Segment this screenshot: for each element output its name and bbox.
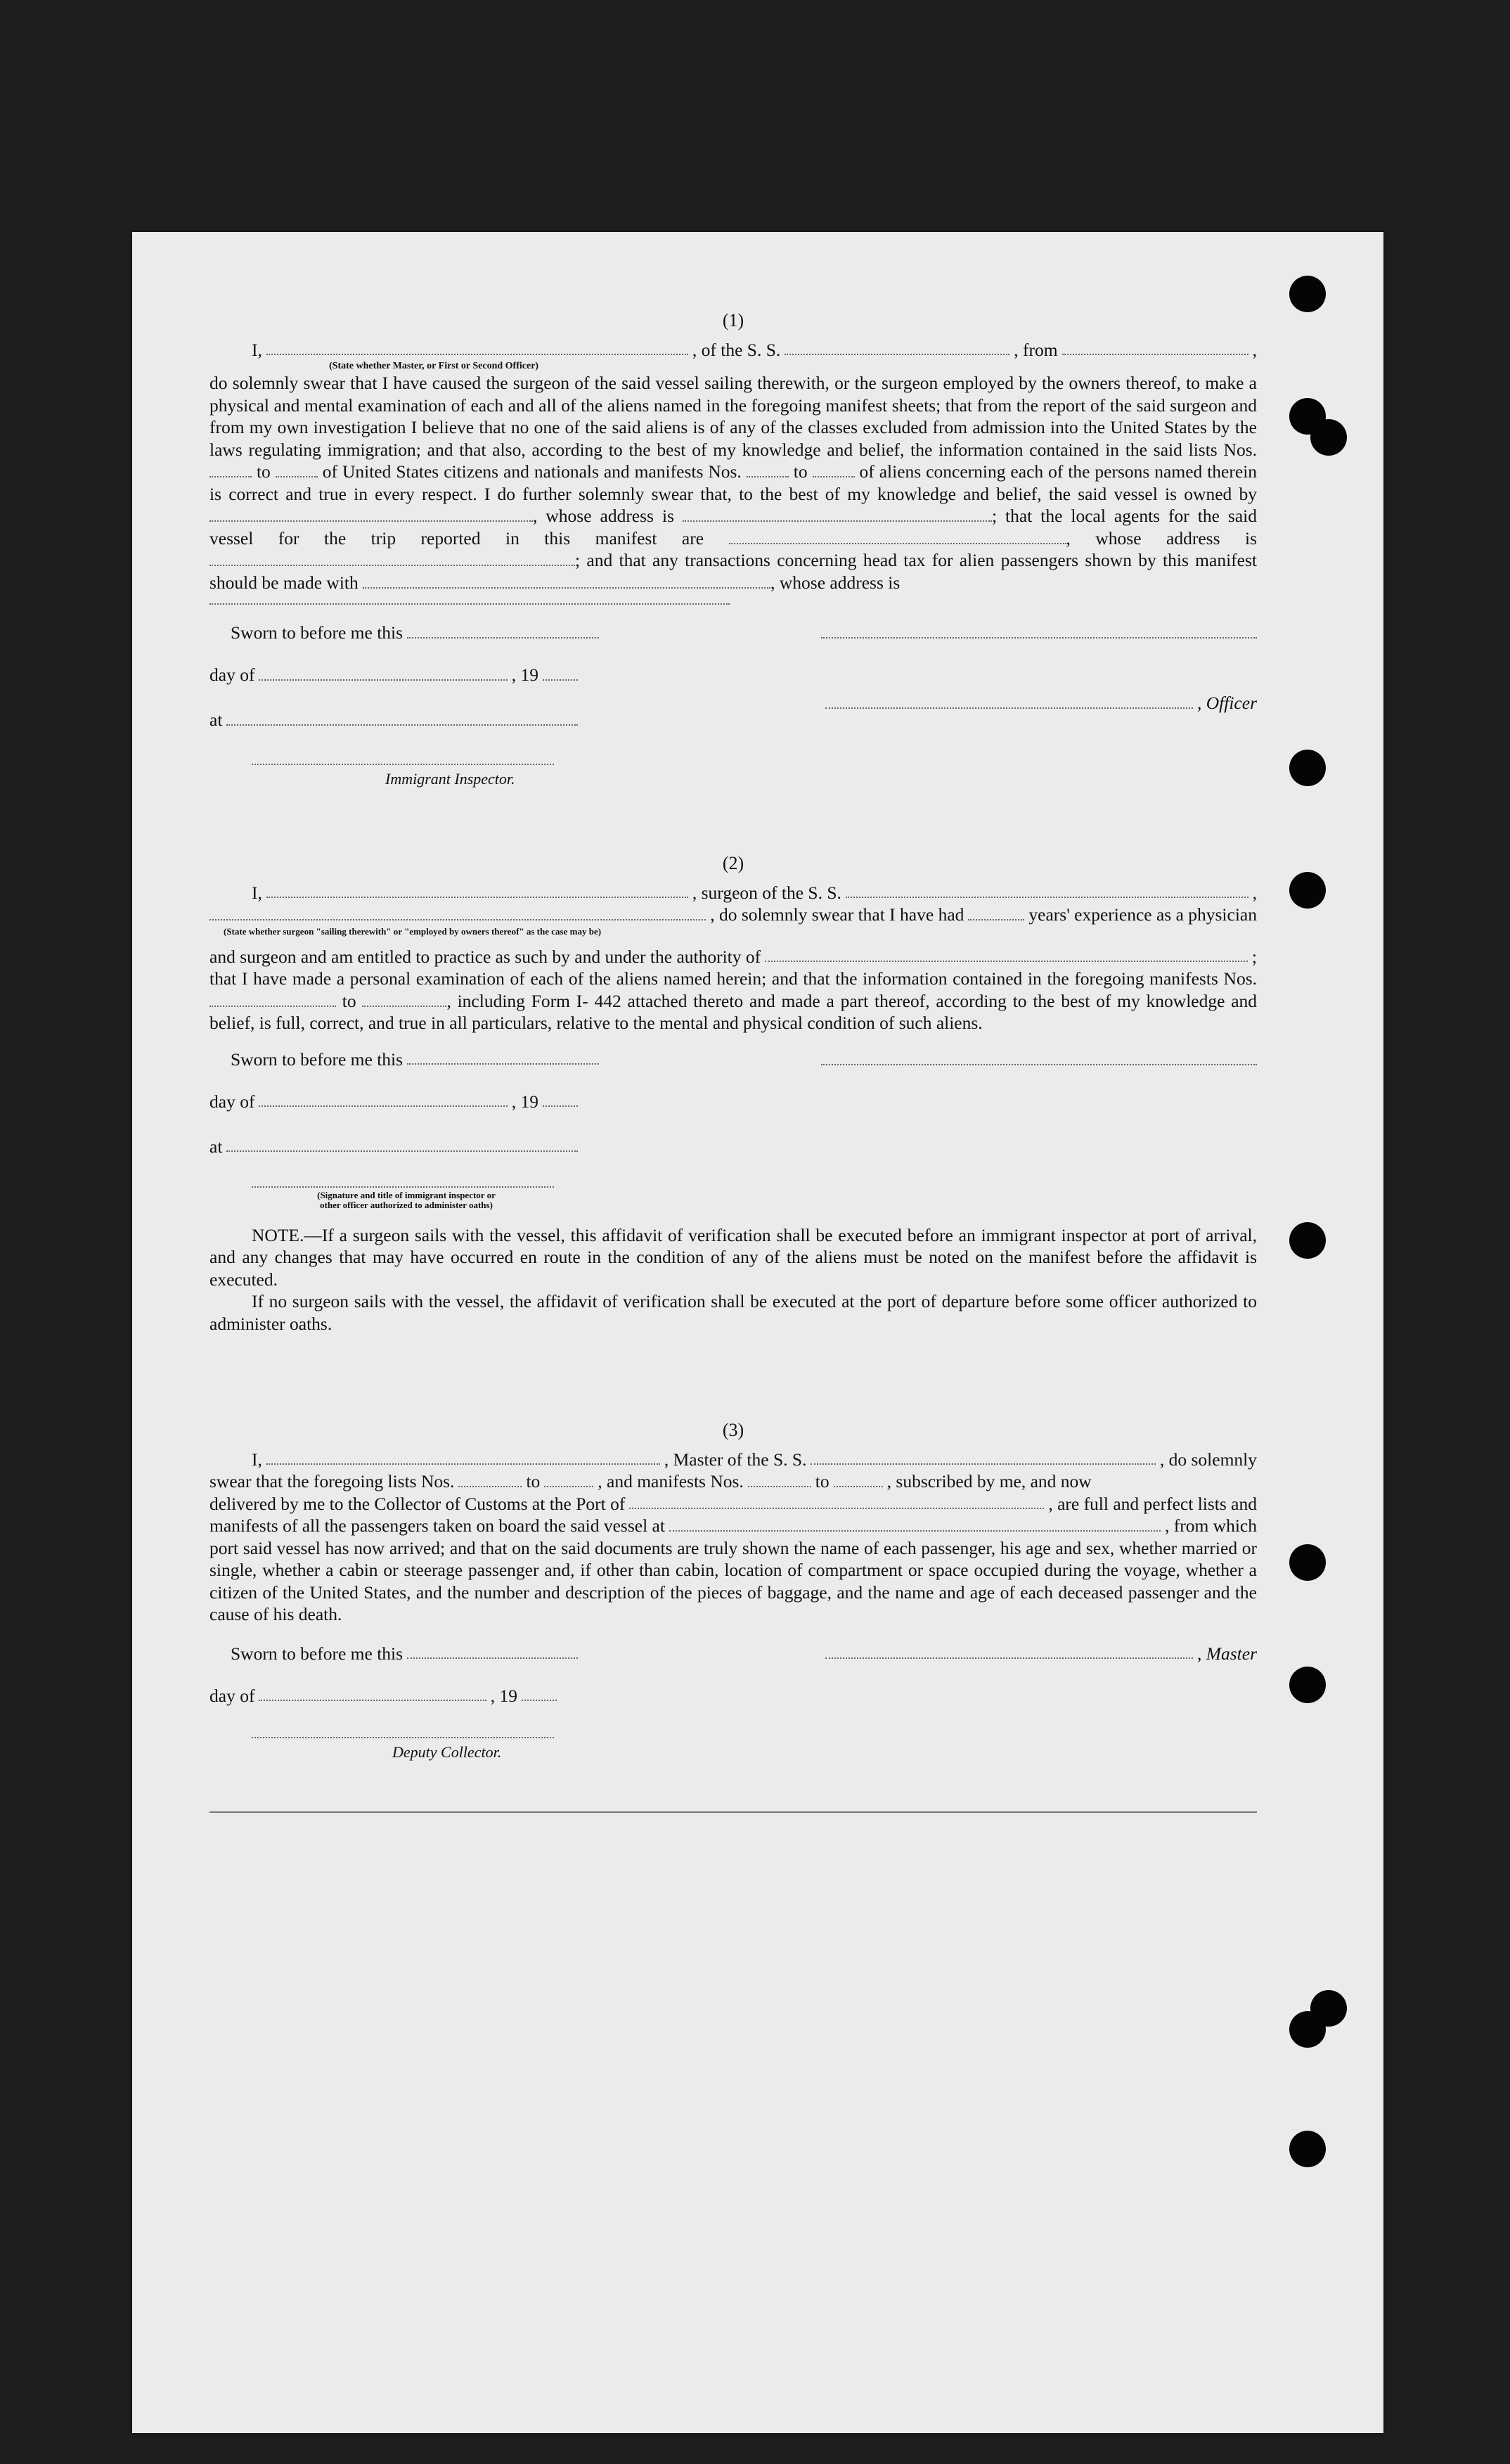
s2-signature-note xyxy=(259,1191,554,1210)
s1-year-label: , 19 xyxy=(511,665,538,685)
document-content xyxy=(209,309,1257,1813)
s1-manifests-to-field[interactable] xyxy=(813,476,855,477)
s1-signature-block xyxy=(209,622,1257,840)
s2-header-line xyxy=(209,882,1257,904)
s1-i-label: I, xyxy=(252,339,262,360)
s3-from-which: , from which xyxy=(1164,1515,1257,1536)
s1-lists-to-field[interactable] xyxy=(276,476,318,477)
s1-officer-label: , Officer xyxy=(1197,693,1257,713)
s3-sworn-label: Sworn to before me this xyxy=(231,1643,404,1664)
s3-day-field[interactable] xyxy=(259,1700,486,1701)
s3-subscribed: , subscribed by me, and now xyxy=(886,1471,1092,1491)
s2-day-field[interactable] xyxy=(259,1105,507,1107)
binder-hole xyxy=(1289,750,1326,786)
s2-to: to xyxy=(342,990,356,1011)
binder-hole xyxy=(1289,872,1326,909)
s1-agents-address-field[interactable] xyxy=(209,565,575,566)
s3-do-solemnly: , do solemnly xyxy=(1159,1449,1257,1470)
s2-day-label: day of xyxy=(209,1091,255,1112)
s1-header-line xyxy=(209,339,1257,361)
s2-at-label: at xyxy=(209,1136,223,1157)
s1-to-1: to xyxy=(256,461,271,482)
s1-comma: , xyxy=(1066,527,1071,548)
s2-inspector-signature-field[interactable] xyxy=(252,1186,554,1188)
s2-sworn-line xyxy=(231,1048,603,1071)
s3-i-label: I, xyxy=(252,1449,262,1470)
s3-manifests-of: manifests of all the passengers taken on board the said vessel at xyxy=(209,1515,665,1536)
s1-semicolon: ; xyxy=(991,506,998,526)
s3-master-signature-field[interactable] xyxy=(825,1657,1193,1659)
s1-lists-from-field[interactable] xyxy=(209,476,252,477)
s1-at-label: at xyxy=(209,710,223,730)
s1-sworn-label: Sworn to before me this xyxy=(231,622,404,643)
s2-years-field[interactable] xyxy=(968,919,1024,920)
s3-sworn-date-field[interactable] xyxy=(407,1657,578,1659)
s1-sworn-line xyxy=(231,622,603,644)
s3-delivered: delivered by me to the Collector of Customs at the Port of xyxy=(209,1493,626,1514)
s1-inspector-label: Immigrant Inspector. xyxy=(385,770,515,788)
s3-year-field[interactable] xyxy=(522,1700,557,1701)
s2-manifests-from-field[interactable] xyxy=(209,1006,336,1007)
s3-lists-line xyxy=(209,1470,1257,1493)
s2-sig-note-1: (Signature and title of immigrant inspector or xyxy=(317,1189,496,1200)
s3-and-manifests: , and manifests Nos. xyxy=(598,1471,744,1491)
s2-signature-block xyxy=(209,1048,1257,1252)
s2-note-2: If no surgeon sails with the vessel, the affidavit of verification shall be executed at the port of departure before some officer authorized to administer oaths. xyxy=(209,1291,1257,1334)
s2-body-2: , including Form I- 442 attached thereto and made a part thereof, according to the best of my knowledge and belief, is full, correct, and true in all particulars, relative to the mental and physical condition of such aliens. xyxy=(209,990,1258,1033)
s1-body-4: that the local agents for the said vessel for the trip reported in this manifest are xyxy=(209,506,1257,548)
s1-body-3: of aliens concerning each of the persons named therein is correct and true in every respect. I do further solemnly swear that, to the best of my knowledge and belief, the said vessel is owned by xyxy=(209,461,1258,504)
s2-sworn-label: Sworn to before me this xyxy=(231,1048,404,1070)
binder-hole xyxy=(1289,276,1326,312)
s1-whose-address: , whose address is xyxy=(533,506,674,526)
s1-owner-field[interactable] xyxy=(209,520,533,522)
s3-delivered-line xyxy=(209,1493,1257,1515)
s1-to-2: to xyxy=(793,461,808,482)
s1-head-tax-party-field[interactable] xyxy=(363,587,770,589)
s2-year-field[interactable] xyxy=(543,1105,578,1107)
s3-day-label: day of xyxy=(209,1685,255,1706)
s2-signature-field[interactable] xyxy=(821,1064,1257,1065)
s1-signature-field[interactable] xyxy=(821,637,1257,639)
s3-master-line xyxy=(821,1643,1257,1665)
s2-at-field[interactable] xyxy=(226,1150,578,1152)
s3-sworn-line xyxy=(231,1643,582,1665)
s1-from-label: , from xyxy=(1014,339,1058,360)
s3-to-2: to xyxy=(815,1471,830,1491)
s3-lists-from-field[interactable] xyxy=(458,1486,522,1487)
s2-body xyxy=(209,968,1257,1034)
s3-body: port said vessel has now arrived; and that on the said documents are truly shown the name of each passenger, his age and sex, whether married or single, whether a cabin or steerage passenger and, if other than cabin, location of compartment or space occupied during the voyage, whether a citizen of the United States, and the number and description of the pieces of baggage, and the name and age of each deceased passenger and the cause of his death. xyxy=(209,1537,1257,1624)
s1-of-ss-label: , of the S. S. xyxy=(692,339,781,360)
s1-whose-address-2: whose address is xyxy=(1095,527,1257,548)
s1-at-line xyxy=(209,709,582,731)
s3-signature-block xyxy=(209,1643,1257,1783)
s2-sworn-date-field[interactable] xyxy=(407,1063,599,1065)
s3-taken-at-field[interactable] xyxy=(669,1530,1161,1532)
s2-surgeon-type-field[interactable] xyxy=(209,919,706,920)
s1-officer-signature-field[interactable] xyxy=(825,707,1193,709)
s2-day-line xyxy=(209,1091,582,1113)
s2-years-label: years' experience as a physician xyxy=(1028,904,1257,925)
s3-manifests-from-field[interactable] xyxy=(748,1486,811,1487)
s1-officer-line xyxy=(821,692,1257,714)
s1-body xyxy=(209,372,1257,593)
s2-sig-note-2: other officer authorized to administer oaths) xyxy=(320,1199,493,1210)
s3-lists-to-field[interactable] xyxy=(544,1486,593,1487)
s3-master-label: , Master xyxy=(1197,1643,1257,1664)
s3-deputy-signature-field[interactable] xyxy=(252,1737,554,1738)
s2-body-1: that I have made a personal examination of each of the aliens named herein; and that the information contained in the foregoing manifests Nos. xyxy=(209,968,1257,989)
s3-manifests-to-field[interactable] xyxy=(834,1486,883,1487)
s1-body-2: of United States citizens and nationals and manifests Nos. xyxy=(322,461,742,482)
s2-swear-line xyxy=(209,904,1257,926)
binder-hole xyxy=(1289,1667,1326,1703)
s1-agents-field[interactable] xyxy=(729,543,1066,544)
s1-inspector-signature-field[interactable] xyxy=(252,764,554,765)
s3-swear-lists: swear that the foregoing lists Nos. xyxy=(209,1471,455,1491)
s1-ship-name-field[interactable] xyxy=(785,354,1009,355)
s1-master-note: (State whether Master, or First or Second Officer) xyxy=(329,361,539,371)
s2-end-comma: , xyxy=(1252,882,1257,903)
s1-owner-address-field[interactable] xyxy=(683,520,992,522)
s2-authority-line xyxy=(209,946,1257,968)
section-2-number: (2) xyxy=(722,853,744,873)
s1-body-5: ; and that any transactions concerning head tax for alien passengers shown by this manifest should be made with xyxy=(209,550,1257,593)
s1-day-label: day of xyxy=(209,665,255,685)
s2-manifests-to-field[interactable] xyxy=(362,1006,446,1007)
s1-day-line xyxy=(209,664,582,686)
s3-deputy-label: Deputy Collector. xyxy=(392,1743,502,1761)
s1-at-field[interactable] xyxy=(226,724,578,726)
s3-header-line xyxy=(209,1449,1257,1471)
s2-note-1: NOTE.—If a surgeon sails with the vessel, this affidavit of verification shall be executed before an immigrant inspector at port of arrival, and any changes that may have occurred en route in the condition of any of the aliens must be noted on the manifest before the affidavit is executed. xyxy=(209,1224,1257,1290)
s1-head-tax-address-field[interactable] xyxy=(209,593,730,605)
s3-ship-name-field[interactable] xyxy=(811,1463,1155,1465)
s3-are-full: , are full and perfect lists and xyxy=(1048,1493,1257,1514)
document-sheet xyxy=(132,232,1383,2433)
binder-hole xyxy=(1289,1544,1326,1581)
s3-master-name-field[interactable] xyxy=(266,1463,660,1465)
s2-semicolon: ; xyxy=(1251,946,1257,967)
s1-day-field[interactable] xyxy=(259,679,507,681)
s1-sworn-date-field[interactable] xyxy=(407,637,599,639)
s1-officer-name-field[interactable] xyxy=(266,354,688,355)
s1-body-1: do solemnly swear that I have caused the surgeon of the said vessel sailing therewith, or the surgeon employed by the owners thereof, to make a physical and mental examination of each and all of the aliens named in the foregoing manifest sheets; that from the report of the said surgeon and from my own investigation I believe that no one of the said aliens is of any of the classes excluded from admission into the United States by the laws regulating immigration; and that also, according to the best of my knowledge and belief, the information contained in the said lists Nos. xyxy=(209,373,1257,460)
s3-to-1: to xyxy=(526,1471,541,1491)
s1-manifests-from-field[interactable] xyxy=(747,476,789,477)
section-3-number: (3) xyxy=(722,1420,744,1440)
s2-year-label: , 19 xyxy=(511,1091,538,1112)
s1-end-comma: , xyxy=(1252,339,1257,360)
s3-year-label: , 19 xyxy=(490,1685,517,1706)
s3-manifests-line xyxy=(209,1515,1257,1537)
s2-surgeon-name-field[interactable] xyxy=(266,897,688,898)
s3-master-of-label: , Master of the S. S. xyxy=(664,1449,807,1470)
s2-authority-field[interactable] xyxy=(765,961,1248,962)
binder-hole xyxy=(1289,2011,1326,2048)
s2-at-line xyxy=(209,1136,582,1158)
s2-ship-name-field[interactable] xyxy=(846,897,1248,898)
s1-from-port-field[interactable] xyxy=(1062,354,1248,355)
s2-surgeon-of-label: , surgeon of the S. S. xyxy=(692,882,841,903)
s1-year-field[interactable] xyxy=(543,679,578,681)
s1-whose-address-3: , whose address is xyxy=(770,572,901,593)
s2-authority-label: and surgeon and am entitled to practice as such by and under the authority of xyxy=(209,946,761,967)
binder-hole xyxy=(1310,419,1347,456)
bottom-rule xyxy=(209,1811,1257,1813)
binder-hole xyxy=(1289,2131,1326,2167)
s2-surgeon-note: (State whether surgeon "sailing therewith" or "employed by owners thereof" as the case may be) xyxy=(224,925,602,937)
s2-i-label: I, xyxy=(252,882,262,903)
binder-hole xyxy=(1289,1222,1326,1259)
s3-day-line xyxy=(209,1685,561,1707)
s3-port-field[interactable] xyxy=(629,1508,1044,1509)
section-1-number: (1) xyxy=(722,310,744,331)
s2-swear-label: , do solemnly swear that I have had xyxy=(710,904,964,925)
